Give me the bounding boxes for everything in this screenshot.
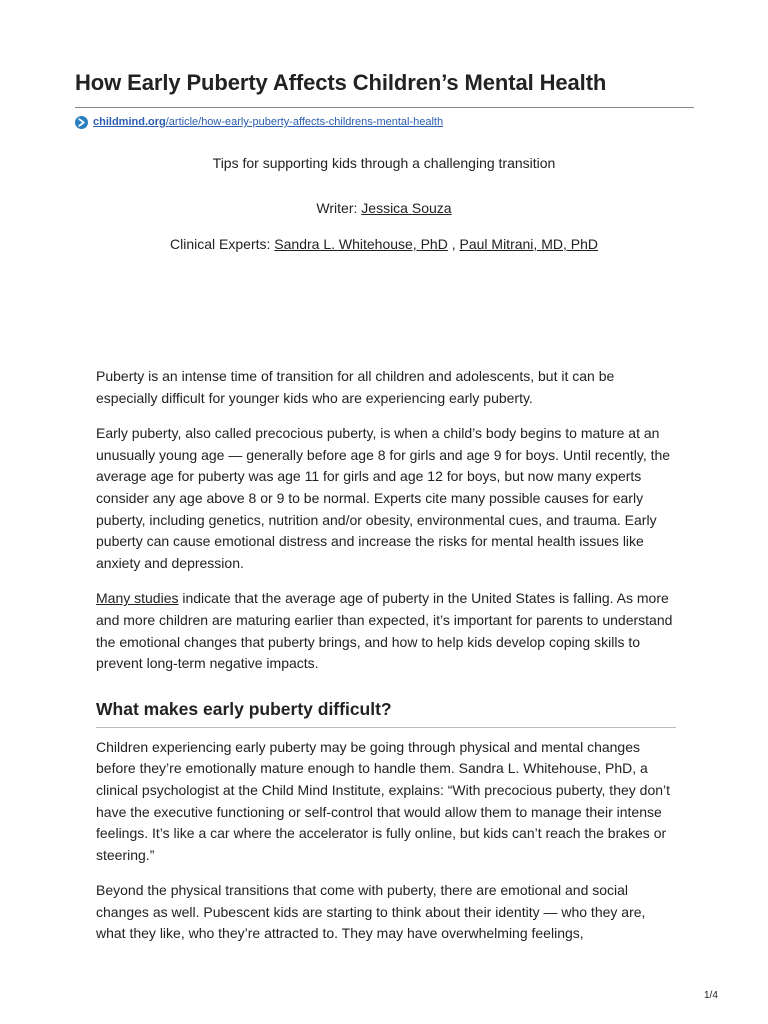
writer-line [0, 200, 768, 216]
article-title: How Early Puberty Affects Children’s Mental Health [75, 70, 607, 95]
experts-line [0, 236, 768, 252]
expert-separator: , [447, 236, 460, 252]
writer-label: Writer: [316, 200, 362, 216]
experts-label: Clinical Experts: [170, 236, 275, 252]
expert-link-mitrani[interactable]: Paul Mitrani, MD, PhD [459, 236, 598, 252]
title-divider [75, 107, 694, 108]
source-domain: childmind.org [93, 116, 166, 128]
paragraph-studies [96, 588, 676, 674]
article-subtitle: Tips for supporting kids through a challenging transition [212, 155, 556, 171]
source-path: /article/how-early-puberty-affects-childrens-mental-health [165, 116, 444, 128]
paragraph-emotional-changes: Beyond the physical transitions that come with puberty, there are emotional and social changes as well. Pubescent kids are starting to think about their identity — who they are, what they like, who they’re attracted to. They may have overwhelming feelings, [96, 882, 646, 942]
paragraph-whitehouse-quote: Children experiencing early puberty may be going through physical and mental changes before they’re emotionally mature enough to handle them. Sandra L. Whitehouse, PhD, a clinical psychologist at the Child Mind Institute, explains: “With precocious puberty, they don’t have the executive functioning or self-control that would allow them to manage their intense feelings. It’s like a car where the accelerator is fully online, but kids can’t reach the brakes or steering.” [96, 738, 671, 863]
many-studies-link[interactable]: Many studies [96, 590, 179, 607]
source-link[interactable] [93, 116, 443, 128]
page-number: 1/4 [704, 990, 718, 1001]
childmind-logo-icon [75, 116, 88, 129]
section-heading-difficult: What makes early puberty difficult? [96, 699, 676, 728]
source-url[interactable] [75, 114, 443, 130]
paragraph-intro: Puberty is an intense time of transition for all children and adolescents, but it can be especially difficult for younger kids who are experiencing early puberty. [96, 368, 615, 406]
paragraph-definition: Early puberty, also called precocious puberty, is when a child’s body begins to mature at an unusually young age — generally before age 8 for girls and age 9 for boys. Until recently, the average age for puberty was age 11 for girls and age 12 for boys, but now many experts consider any age above 8 or 9 to be normal. Experts cite many possible causes for early puberty, including genetics, nutrition and/or obesity, environmental cues, and trauma. Early puberty can cause emotional distress and increase the risks for mental health issues like anxiety and depression. [96, 425, 671, 571]
writer-link[interactable]: Jessica Souza [361, 200, 452, 216]
paragraph-studies-text: indicate that the average age of puberty in the United States is falling. As more and more children are maturing earlier than expected, it’s important for parents to understand the emotional changes that puberty brings, and how to help kids develop coping skills to prevent long-term negative impacts. [96, 590, 673, 672]
expert-link-whitehouse[interactable]: Sandra L. Whitehouse, PhD [274, 236, 448, 252]
article-body [96, 366, 676, 959]
